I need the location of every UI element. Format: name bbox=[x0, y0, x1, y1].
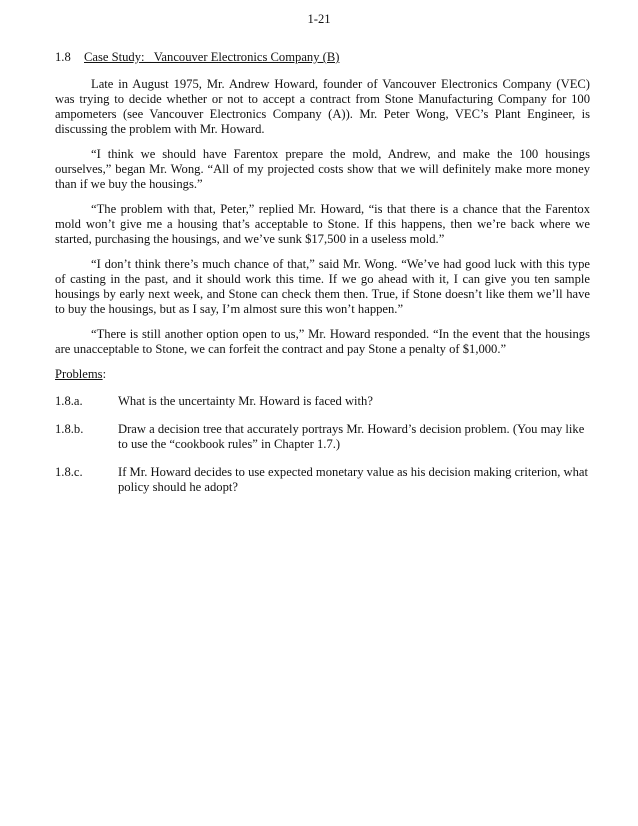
page-number: 1-21 bbox=[307, 12, 331, 26]
paragraph-another-option: “There is still another option open to us,” Mr. Howard responded. “In the event that the housings are unacceptable to Stone, we can forfeit the contract and pay Stone a penalty of $1,000.” bbox=[55, 327, 590, 356]
problems-label: Problems bbox=[55, 367, 103, 381]
section-title: Case Study:_ Vancouver Electronics Company (B) bbox=[84, 50, 340, 64]
problems-heading bbox=[55, 367, 590, 382]
document-body bbox=[55, 50, 590, 508]
section-number: 1.8 bbox=[55, 50, 71, 64]
paragraph-wong-proposal: “I think we should have Farentox prepare the mold, Andrew, and make the 100 housings ourselves,” began Mr. Wong. “All of my projected costs show that we will definitely make more money than if we buy the housings.” bbox=[55, 147, 590, 191]
section-heading bbox=[55, 50, 590, 65]
paragraph-wong-reassurance: “I don’t think there’s much chance of that,” said Mr. Wong. “We’ve had good luck with this type of casting in the past, and it should work this time. If we go ahead with it, I can give you ten sample housings by early next week, and Stone can check them then. True, if Stone doesn’t like them we’ll have to buy the housings, but as I say, I’m almost sure this won’t happen.” bbox=[55, 257, 590, 316]
problem-item bbox=[55, 394, 590, 409]
problem-text: What is the uncertainty Mr. Howard is faced with? bbox=[118, 394, 373, 408]
problem-number: 1.8.c. bbox=[55, 465, 83, 479]
problems-colon: : bbox=[102, 367, 107, 381]
problem-number: 1.8.a. bbox=[55, 394, 83, 408]
problem-text: Draw a decision tree that accurately portrays Mr. Howard’s decision problem. (You may like to use the “cookbook rules” in Chapter 1.7.) bbox=[118, 422, 585, 451]
paragraph-howard-concern: “The problem with that, Peter,” replied Mr. Howard, “is that there is a chance that the Farentox mold won’t give me a housing that’s acceptable to Stone. If this happens, then we’re back where we started, purchasing the housings, and we’ve sunk $17,500 in a useless mold.” bbox=[55, 202, 590, 246]
problem-text: If Mr. Howard decides to use expected monetary value as his decision making criterion, what policy should he adopt? bbox=[118, 465, 589, 494]
paragraph-intro: Late in August 1975, Mr. Andrew Howard, founder of Vancouver Electronics Company (VEC) was trying to decide whether or not to accept a contract from Stone Manufacturing Company for 100 ampometers (see Vancouver Electronics Company (A)). Mr. Peter Wong, VEC’s Plant Engineer, is discussing the problem with Mr. Howard. bbox=[55, 77, 590, 136]
problem-item bbox=[55, 465, 590, 495]
problem-item bbox=[55, 422, 590, 452]
problem-number: 1.8.b. bbox=[55, 422, 84, 436]
